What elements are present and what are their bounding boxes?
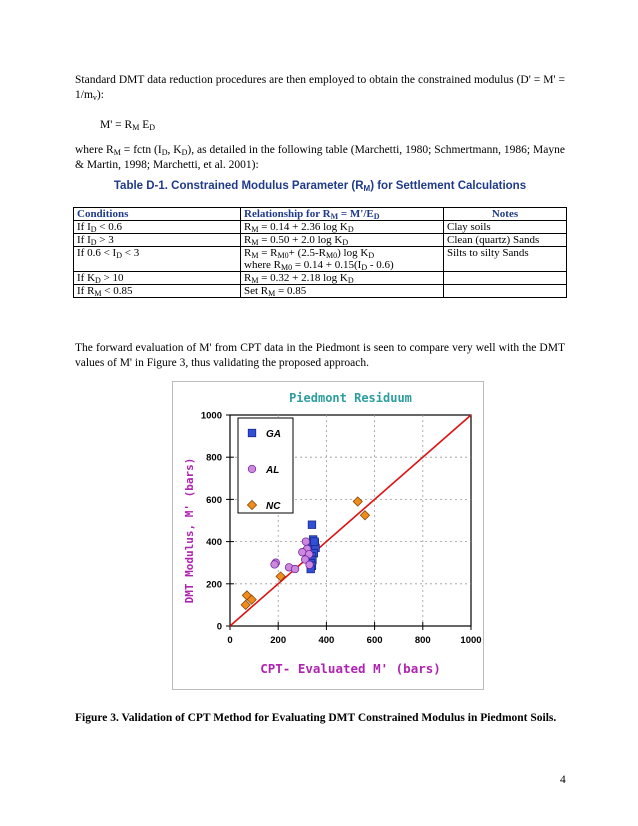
table-row: [74, 272, 567, 285]
table-row: [74, 234, 567, 247]
cell-relationship: $R_M = 0.50 + 2.0$ $\log K_D$: [241, 234, 444, 247]
cell-relationship: $R_M = 0.32 + 2.18$ $\log K_D$: [241, 272, 444, 285]
where-paragraph: where $R_M$ = fctn ($I_D$, $K_D$), as detailed in the following table (Marchetti, 1980; Schmertmann, 1986; Mayne & Martin, 1998; Marchetti, et al. 2001):: [75, 144, 565, 171]
intro-end: ):: [96, 89, 104, 101]
intro-text: Standard DMT data reduction procedures are then employed to obtain the constrained modulus (D' = M' = 1/m: [75, 74, 565, 101]
data-point-al: [271, 561, 279, 569]
cell-notes: [444, 285, 567, 298]
y-tick-label: 1000: [200, 410, 222, 422]
cell-relationship: $R_M = 0.14 + 2.36$ $\log K_D$: [241, 221, 444, 234]
x-tick-label: 1000: [460, 635, 482, 646]
cell-notes: [444, 272, 567, 285]
x-tick-label: 0: [227, 635, 233, 646]
data-point-nc: [353, 497, 362, 506]
table-body: [74, 221, 567, 298]
cell-notes: Silts to silty Sands: [444, 247, 567, 272]
header-relationship: Relationship for $R_M = M'/E_D$: [241, 208, 444, 221]
table-header-row: [74, 208, 567, 221]
page-number: 4: [560, 774, 566, 786]
cell-notes: Clean (quartz) Sands: [444, 234, 567, 247]
cell-condition: If $K_D > 10$: [74, 272, 241, 285]
mv-subscript: v: [92, 93, 97, 102]
y-tick-label: 0: [216, 621, 222, 633]
figure-caption: Figure 3. Validation of CPT Method for Evaluating DMT Constrained Modulus in Piedmont Soils.: [75, 712, 557, 724]
table-row: [74, 221, 567, 234]
scatter-chart: [173, 382, 483, 689]
data-point-al: [306, 561, 314, 569]
x-axis-label: CPT- Evaluated M' (bars): [260, 661, 441, 676]
rm-table: [73, 207, 567, 298]
x-tick-label: 800: [414, 635, 431, 646]
x-tick-label: 600: [366, 635, 383, 646]
cell-condition: If $R_M < 0.85$: [74, 285, 241, 298]
cell-notes: Clay soils: [444, 221, 567, 234]
data-point-ga: [311, 538, 319, 546]
header-conditions: Conditions: [74, 208, 241, 221]
header-notes: Notes: [444, 208, 567, 221]
y-tick-label: 200: [206, 579, 222, 591]
legend-label-nc: NC: [266, 501, 281, 512]
legend-label-ga: GA: [266, 429, 281, 440]
intro-paragraph: [75, 73, 565, 103]
legend-marker-al: [248, 465, 256, 473]
cell-relationship: $R_M = R_{M0}+ (2.5-R_{M0})$ $\log K_D$ where $R_{M0} = 0.14 + 0.15(I_D - 0.6)$: [241, 247, 444, 272]
data-point-al: [291, 565, 299, 573]
y-tick-label: 400: [206, 537, 222, 549]
chart-title: Piedmont Residuum: [289, 391, 412, 405]
table-caption: Table D-1. Constrained Modulus Parameter $(R_M)$ for Settlement Calculations: [113, 180, 527, 193]
cell-condition: If $I_D < 0.6$: [74, 221, 241, 234]
cell-condition: If $I_D > 3$: [74, 234, 241, 247]
y-tick-label: 600: [206, 494, 222, 506]
cell-condition: If $0.6 < I_D < 3$: [74, 247, 241, 272]
forward-paragraph: The forward evaluation of M' from CPT data in the Piedmont is seen to compare very well with the DMT values of M' in Figure 3, thus validating the proposed approach.: [75, 342, 565, 369]
y-tick-label: 800: [206, 452, 222, 464]
cell-relationship: Set $R_M = 0.85$: [241, 285, 444, 298]
data-point-al: [302, 538, 310, 546]
x-tick-label: 400: [318, 635, 335, 646]
legend-marker-ga: [248, 429, 256, 437]
legend-label-al: AL: [266, 465, 280, 476]
equation: $M' = R_M$ $E_D$: [100, 119, 156, 132]
table-row: [74, 285, 567, 298]
data-point-ga: [308, 521, 316, 529]
x-tick-label: 200: [270, 635, 287, 646]
y-axis-label: DMT Modulus, M' (bars): [183, 457, 196, 604]
data-point-nc: [360, 511, 369, 520]
chart-frame: [172, 381, 484, 690]
table-row: [74, 247, 567, 272]
